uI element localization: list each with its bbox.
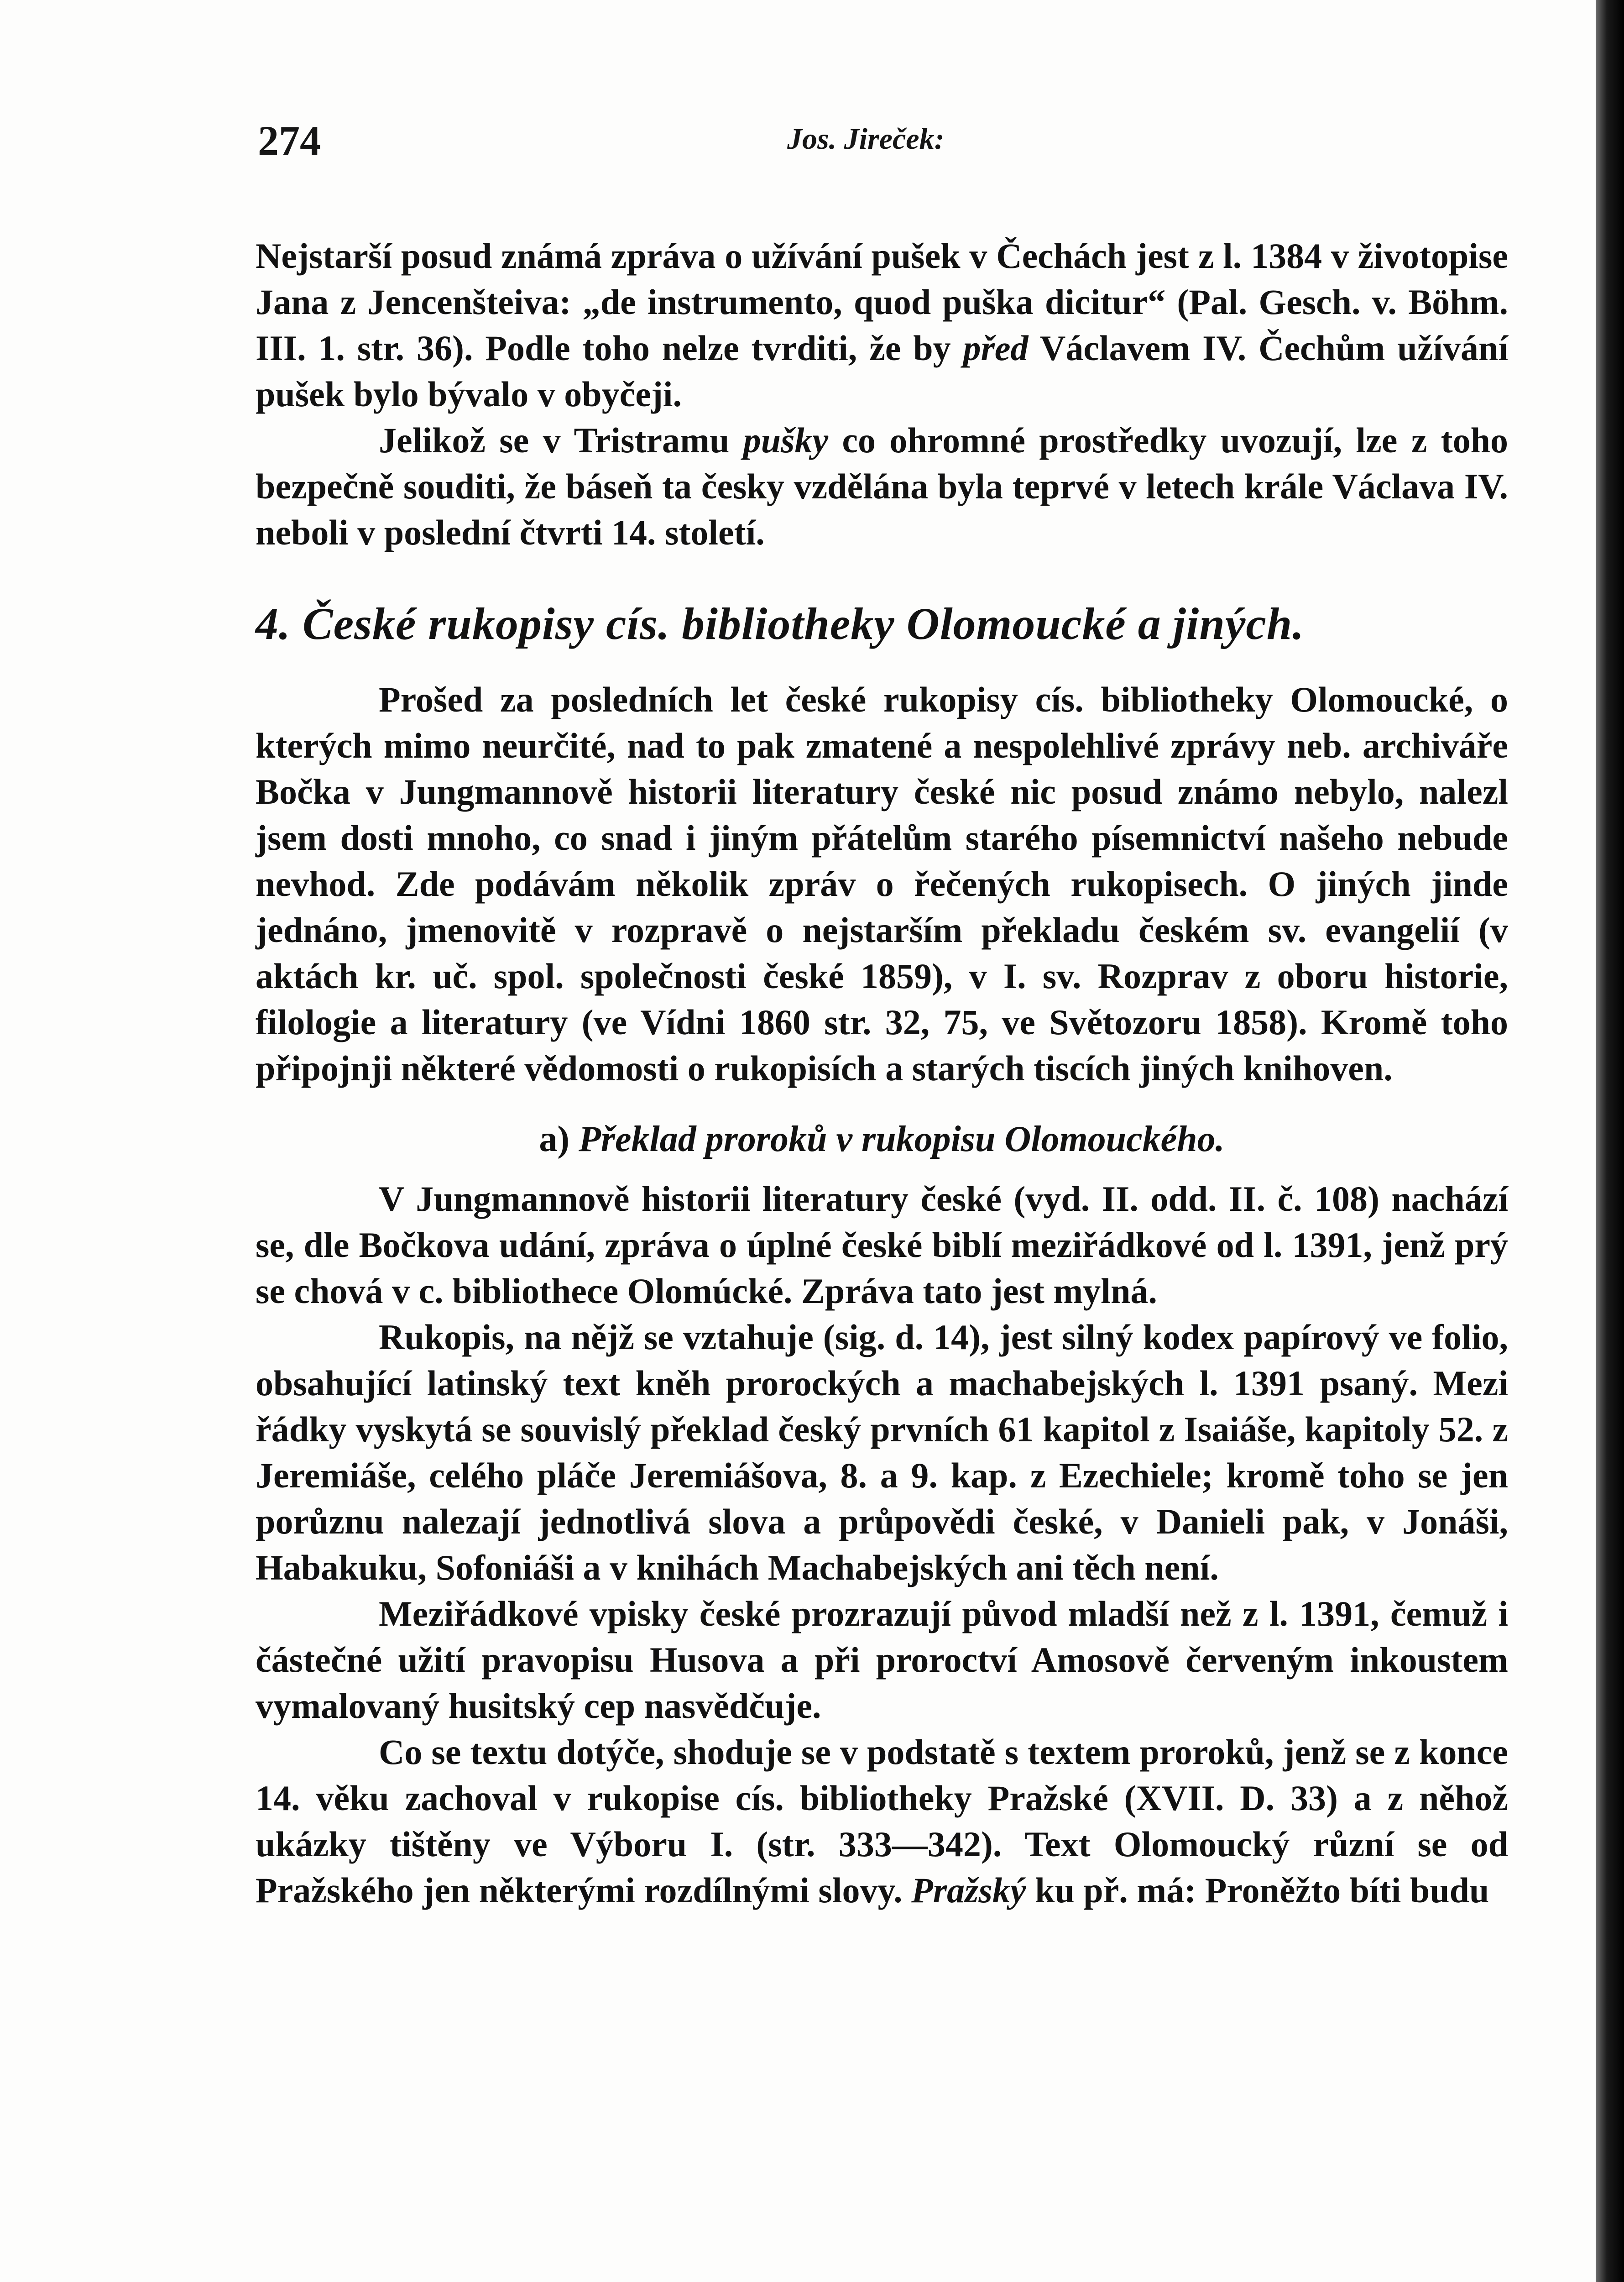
subsection-title: Překlad proroků v rukopisu Olomouckého. (578, 1119, 1225, 1159)
italic-emphasis: před (963, 328, 1029, 368)
page-number: 274 (258, 117, 321, 164)
italic-emphasis: Pražský (911, 1870, 1026, 1910)
paragraph-olomouc-intro: Prošed za posledních let české rukopisy cís. bibliotheky Olomoucké, o kterých mimo neurčité, nad to pak zmatené a nespolehlivé zprávy neb. archiváře Bočka v Jungmannově historii literatury české nic posud známo nebylo, nalezl jsem dosti mnoho, co snad i jiným přátelům starého písemnictví našeho nebude nevhod. Zde podávám několik zpráv o řečených rukopisech. O jiných jinde jednáno, jmenovitě v rozpravě o nejstarším překladu českém sv. evangelií (v aktách kr. uč. spol. společnosti české 1859), v I. sv. Rozprav z oboru historie, filologie a literatury (ve Vídni 1860 str. 32, 75, ve Světozoru 1858). Kromě toho připojnji některé vědomosti o rukopisích a starých tiscích jiných knihoven. (256, 680, 1508, 1088)
scan-border (1596, 0, 1624, 2282)
paragraph-interlinear: Meziřádkové vpisky české prozrazují původ mladší než z l. 1391, čemuž i částečné užití pravopisu Husova a při proroctví Amosově červeným inkoustem vymalovaný husitský cep nasvědčuje. (256, 1594, 1508, 1726)
page-body (256, 233, 1508, 1913)
text-run: Jelikož se v Tristramu (379, 420, 743, 460)
section-title: České rukopisy cís. bibliotheky Olomoucké a jiných. (303, 598, 1305, 649)
paragraph-jungmann: V Jungmannově historii literatury české (vyd. II. odd. II. č. 108) nachází se, dle Bočkova udání, zpráva o úplné české biblí meziřádkové od l. 1391, jenž prý se chová v c. bibliothece Olomúcké. Zpráva tato jest mylná. (256, 1179, 1508, 1311)
text-run: Václavem IV. Čechům užívání pušek bylo bývalo v obyčeji. (256, 328, 1508, 414)
running-head: Jos. Jireček: (787, 122, 945, 156)
page-header (258, 116, 1508, 167)
section-heading (256, 597, 1508, 651)
paragraph-tristram (256, 417, 1508, 555)
subsection-label: a) (539, 1119, 569, 1159)
text-run: ku př. má: Proněžto bíti budu (1026, 1870, 1489, 1910)
section-number: 4. (256, 598, 291, 649)
paragraph-text-comparison (256, 1729, 1508, 1913)
text-run: Nejstarší posud známá zpráva o užívání pušek v Čechách jest z l. 1384 v životopise Jana z Jencenšteiva: „de instrumento, quod puška dicitur“ (Pal. Gesch. v. Böhm. III. 1. str. 36). Podle toho nelze tvrditi, že by (256, 236, 1508, 368)
text-run: co ohromné prostředky uvozují, lze z toho bezpečně souditi, že báseň ta česky vzdělána byla teprvé v letech krále Václava IV. neboli v poslední čtvrti 14. století. (256, 420, 1508, 552)
text-run: Co se textu dotýče, shoduje se v podstatě s textem proroků, jenž se z konce 14. věku zachoval v rukopise cís. bibliotheky Pražské (XVII. D. 33) a z něhož ukázky tištěny ve Výboru I. (str. 333—342). Text Olomoucký různí se od Pražského jen některými rozdílnými slovy. (256, 1732, 1508, 1910)
paragraph-pusky-origin (256, 233, 1508, 417)
paragraph-manuscript: Rukopis, na nějž se vztahuje (sig. d. 14), jest silný kodex papírový ve folio, obsahující latinský text kněh prorockých a machabejských l. 1391 psaný. Mezi řádky vyskytá se souvislý překlad český prvních 61 kapitol z Isaiáše, kapitoly 52. z Jeremiáše, celého pláče Jeremiášova, 8. a 9. kap. z Ezechiele; kromě toho se jen porůznu nalezají jednotlivá slova a průpovědi české, v Danieli pak, v Jonáši, Habakuku, Sofoniáši a v knihách Machabejských ani těch není. (256, 1317, 1508, 1587)
italic-emphasis: pušky (743, 420, 829, 460)
subsection-heading (256, 1116, 1508, 1162)
